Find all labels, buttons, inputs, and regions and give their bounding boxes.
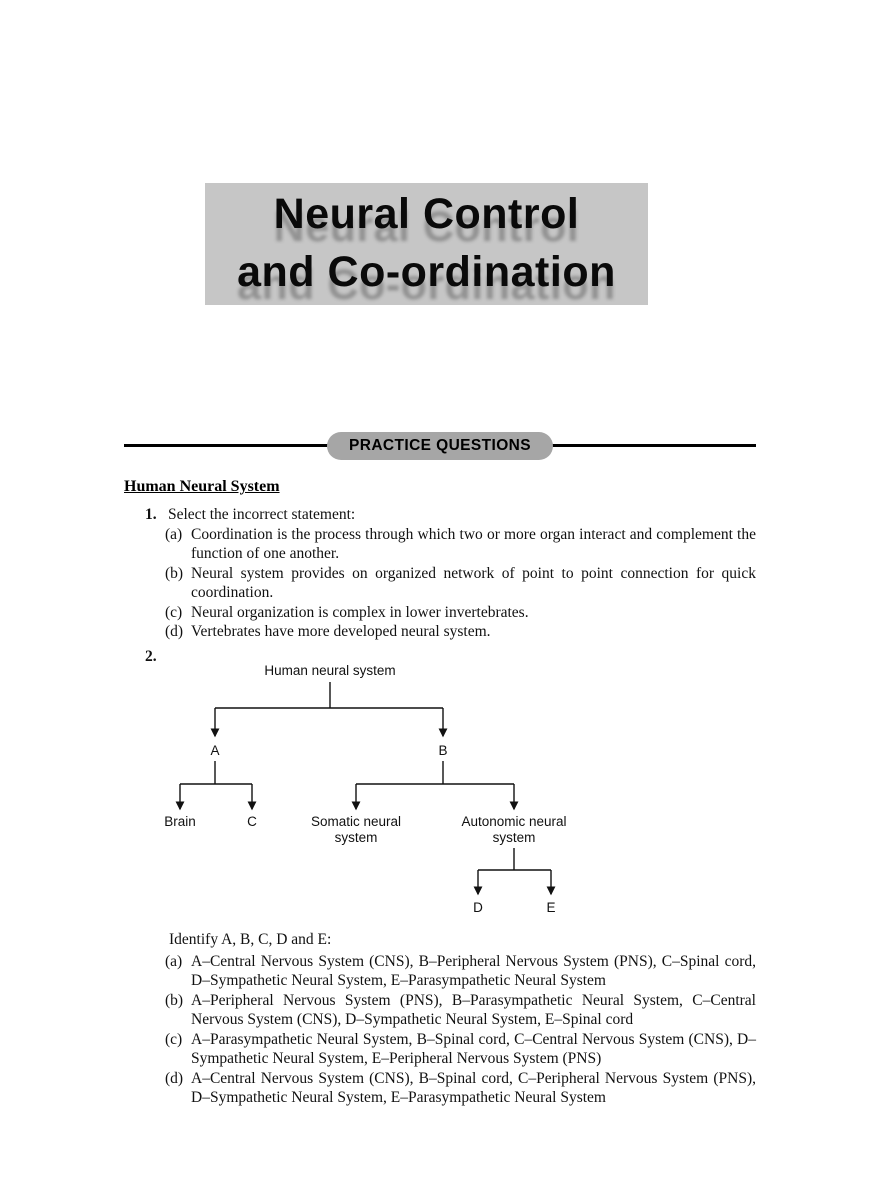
question-2-option-a [165, 952, 756, 991]
diagram-node-c-label: C [247, 814, 257, 829]
question-1-option-c [165, 603, 756, 623]
section-heading: Human Neural System [124, 478, 280, 495]
diagram-somatic-label-line2: system [334, 830, 378, 845]
option-text: Coordination is the process through which two or more organ interact and complement the function of one another. [191, 525, 756, 562]
option-text: Neural organization is complex in lower invertebrates. [191, 603, 529, 621]
diagram-node-a-label: A [210, 743, 220, 758]
chapter-title-block [205, 183, 648, 305]
practice-questions-banner [124, 432, 756, 460]
chapter-title-line2: and Co-ordination [237, 248, 616, 296]
diagram-node-e-label: E [546, 900, 556, 915]
diagram-autonomic-label-line2: system [492, 830, 536, 845]
question-number: 2. [145, 647, 157, 665]
chapter-title-line1: Neural Control [273, 190, 580, 238]
banner-label: PRACTICE QUESTIONS [327, 432, 553, 460]
diagram-root-label: Human neural system [264, 663, 396, 678]
diagram-autonomic-label-line1: Autonomic neural [461, 814, 567, 829]
option-text: A–Parasympathetic Neural System, B–Spinal cord, C–Central Nervous System (CNS), D–Sympathetic Neural System, E–Peripheral Nervous System (PNS) [191, 1030, 756, 1067]
option-label: (d) [165, 623, 184, 640]
question-2 [124, 647, 756, 1108]
question-1-option-d [165, 622, 756, 642]
identify-prompt: Identify A, B, C, D and E: [169, 931, 332, 948]
question-2-option-c [165, 1030, 756, 1069]
option-text: A–Central Nervous System (CNS), B–Peripheral Nervous System (PNS), C–Spinal cord, D–Sympathetic Neural System, E–Parasympathetic Neural System [191, 952, 756, 989]
question-1-option-b [165, 564, 756, 603]
option-text: A–Central Nervous System (CNS), B–Spinal cord, C–Peripheral Nervous System (PNS), D–Sympathetic Neural System, E–Parasympathetic Neural System [191, 1069, 756, 1106]
question-2-option-b [165, 991, 756, 1030]
option-label: (a) [165, 525, 183, 543]
question-1-option-a [165, 525, 756, 564]
diagram-node-d-label: D [473, 900, 483, 915]
option-label: (c) [165, 1030, 183, 1048]
option-text: Vertebrates have more developed neural system. [191, 623, 491, 640]
option-label: (b) [165, 564, 184, 582]
diagram-somatic-label-line1: Somatic neural [310, 814, 402, 829]
option-label: (d) [165, 1069, 184, 1087]
question-1-stem-row [145, 505, 756, 525]
option-label: (b) [165, 991, 184, 1009]
question-stem: Select the incorrect statement: [168, 506, 356, 523]
option-label: (c) [165, 603, 183, 621]
question-1 [124, 505, 756, 642]
option-text: Neural system provides on organized network of point to point connection for quick coordination. [191, 564, 756, 601]
option-text: A–Peripheral Nervous System (PNS), B–Parasympathetic Neural System, C–Central Nervous System (CNS), D–Sympathetic Neural System, E–Spinal cord [191, 991, 756, 1028]
diagram-node-b-label: B [438, 743, 448, 758]
neural-system-diagram [160, 660, 620, 918]
option-label: (a) [165, 952, 183, 970]
question-2-option-d [165, 1069, 756, 1108]
diagram-brain-label: Brain [164, 814, 196, 829]
question-number: 1. [145, 506, 157, 523]
